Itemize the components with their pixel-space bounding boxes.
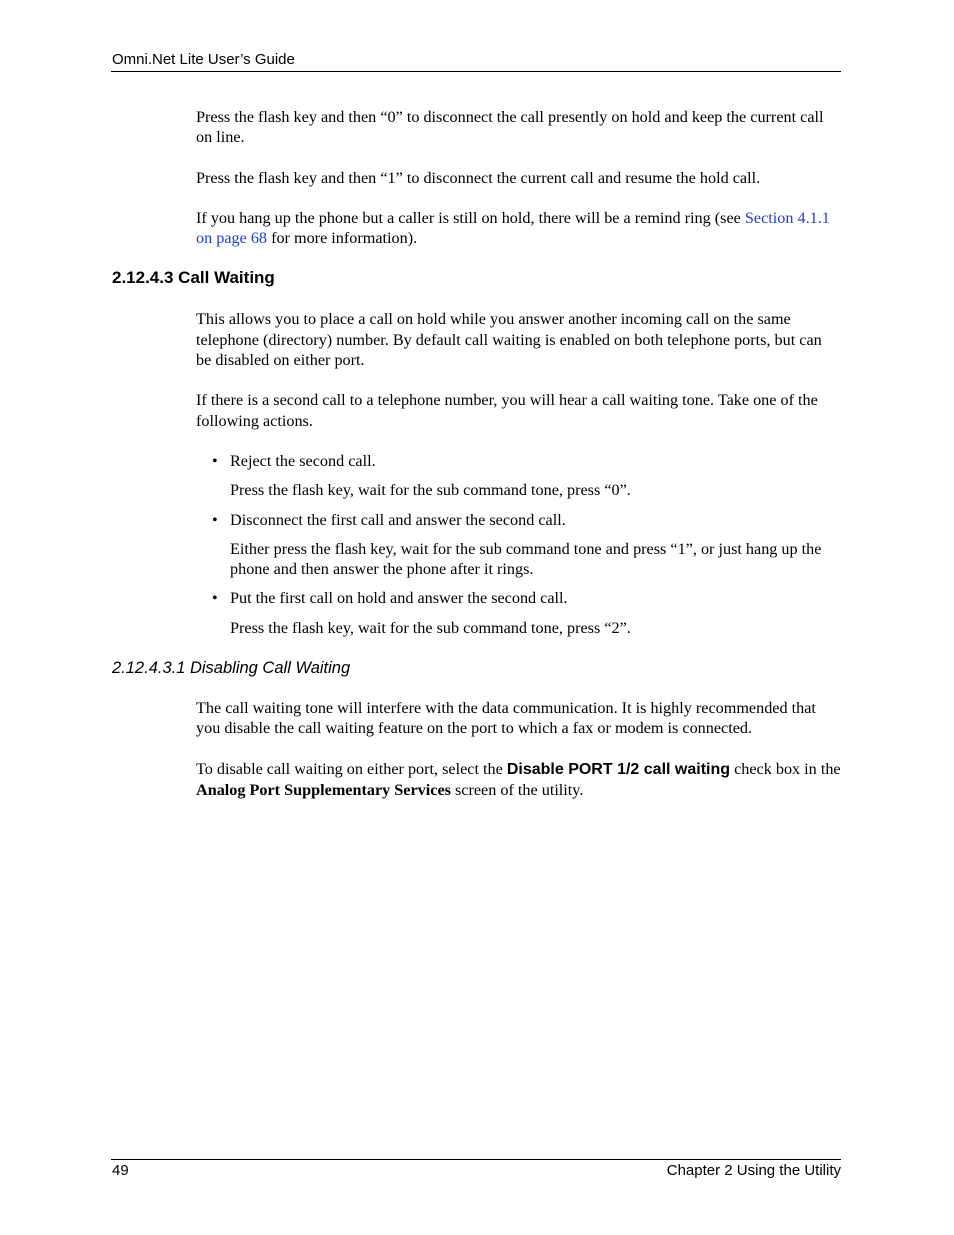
bullet-glyph: •	[212, 510, 218, 529]
ui-label: Disable PORT 1/2 call waiting	[506, 760, 731, 778]
text-run: If you hang up the phone but a caller is still on hold, there will be a remind ring (see	[196, 208, 745, 227]
running-header: Omni.Net Lite User’s Guide	[112, 51, 295, 68]
list-item-text: Put the first call on hold and answer the second call.	[230, 589, 568, 608]
list-item-description: Press the flash key, wait for the sub command tone, press “2”.	[230, 618, 631, 637]
section-heading: 2.12.4.3 Call Waiting	[112, 268, 275, 288]
list-item-description: Either press the flash key, wait for the sub command tone and press “1”, or just hang up the phone and then answer the phone after it rings.	[230, 539, 822, 579]
text-run: screen of the utility.	[450, 780, 584, 799]
screen-name: Analog Port Supplementary Services	[196, 780, 451, 799]
text-run: for more information).	[267, 229, 418, 248]
page-body	[112, 107, 841, 820]
paragraph: This allows you to place a call on hold while you answer another incoming call on the same telephone (directory) number. By default call waiting is enabled on both telephone ports, but can be disabled on either port.	[196, 310, 822, 370]
disable-instruction-paragraph	[196, 759, 841, 801]
chapter-title: Chapter 2 Using the Utility	[666, 1162, 841, 1179]
subsection-heading: 2.12.4.3.1 Disabling Call Waiting	[112, 659, 351, 678]
bullet-glyph: •	[212, 589, 218, 608]
paragraph: Press the flash key and then “0” to disconnect the call presently on hold and keep the current call on line.	[196, 108, 824, 147]
text-run: To disable call waiting on either port, select the	[196, 759, 507, 778]
bullet-glyph: •	[212, 451, 218, 470]
paragraph: Press the flash key and then “1” to disconnect the current call and resume the hold call.	[196, 168, 761, 187]
list-item-text: Disconnect the first call and answer the second call.	[230, 510, 566, 529]
action-list	[196, 451, 841, 638]
cross-reference-link[interactable]: Section 4.1.1 on page 68	[196, 208, 830, 248]
list-item	[196, 451, 841, 501]
list-item-text: Reject the second call.	[230, 451, 376, 470]
paragraph: If there is a second call to a telephone number, you will hear a call waiting tone. Take one of the following actions.	[196, 391, 818, 430]
list-item-description: Press the flash key, wait for the sub command tone, press “0”.	[230, 481, 631, 500]
list-item	[196, 510, 841, 580]
page-number: 49	[112, 1162, 129, 1179]
remind-ring-paragraph	[196, 208, 841, 249]
list-item	[196, 588, 841, 638]
footer-divider	[111, 1159, 841, 1160]
header-divider	[111, 71, 841, 72]
paragraph: The call waiting tone will interfere with the data communication. It is highly recommended that you disable the call waiting feature on the port to which a fax or modem is connected.	[196, 699, 816, 738]
text-run: check box in the	[730, 759, 841, 778]
